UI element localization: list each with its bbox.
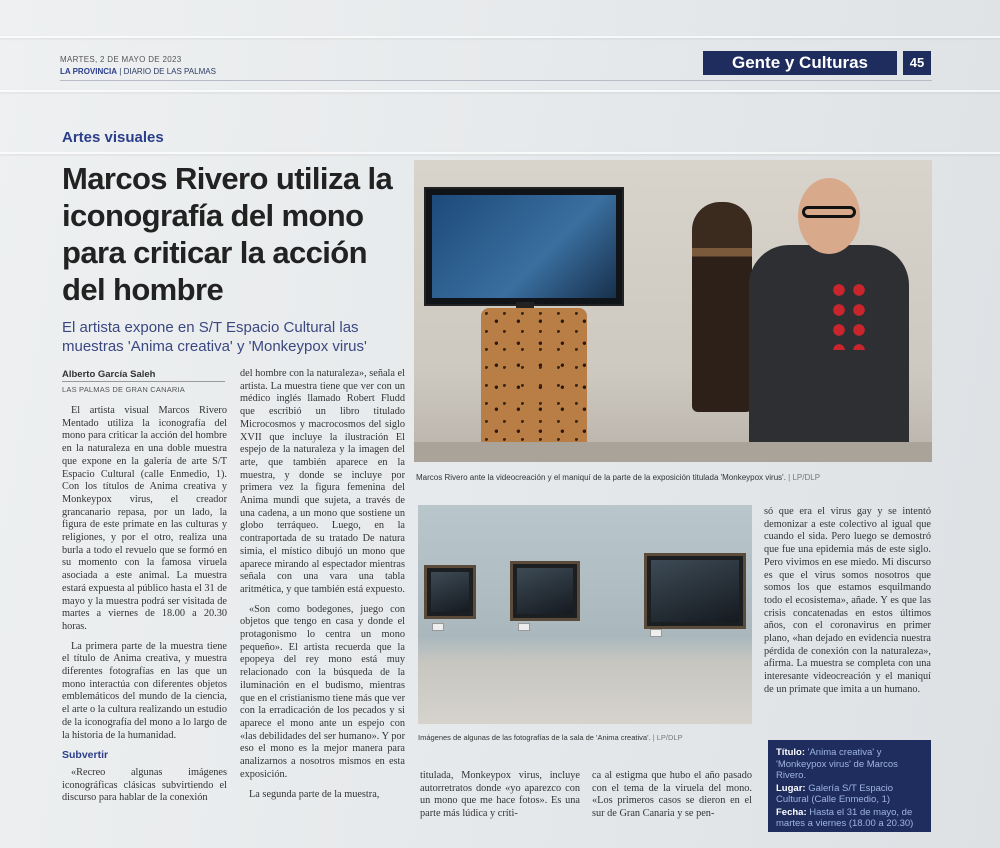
video-screen [424,187,624,306]
byline: Alberto García Saleh [62,369,156,380]
article-column-3 [420,770,580,828]
paper-fold [0,90,1000,92]
section-tag: Gente y Culturas [703,51,897,75]
paragraph: El artista visual Marcos Rivero Mentado utiliza la iconografía del mono para criticar la acción del hombre en la naturaleza en una doble muestra que expone en la galería de arte S/T Espacio Cultural (calle Enmedio, 1). Con los títulos de Anima creativa y Monkeypox virus, el creador grancanario repasa, por un lado, la figura de este primate en las culturas y religiones, y por el otro, realiza una burla a todo el revuelo que se formó en su momento con la famosa viruela asociada a este animal. La muestra estará expuesta al público hasta el 31 de mayo y la muestra podrá ser visitada de martes a viernes de 18.00 a 20.30 horas. [62,405,227,632]
paragraph: «Son como bodegones, juego con objetos que tengo en casa y donde el protagonismo lo centra un mono pequeño». El artista recuerda que la epopeya del rey mono está muy relacionado con la búsqueda de la iluminación en el budismo, mientras que en el cristianismo tiene más que ver con la erradicación de los pecados y si aparece el mono ante un espejo con «las debilidades del ser humano». Y por eso el mono es la mejor manera para analizarnos a nosotros mismos en esta exposición. [240,603,405,780]
paper-fold [0,152,1000,154]
paragraph: del hombre con la naturaleza», señala el artista. La muestra tiene que ver con un médico inglés llamado Robert Fludd que escribió un libro titulado Microcosmos y macrocosmos del siglo XVII que incluye la ilustración El espejo de la naturaleza y la imagen del arte, que también aparece en la muestra, y donde se incluye por primera vez la figura femenina del Anima mundi que sujeta, a través de una cadena, a un mono que sostiene un globo terráqueo. Luego, en la contraportada de su tratado De natura simia, el místico dibujó un mono que aparece mirando al espectador mientras señala con una vara una tabla aritmética, y que también está expuesto. [240,368,405,595]
artist-figure [749,245,909,462]
framed-photo [644,553,746,629]
rose-print [829,280,869,350]
masthead-publication [60,67,216,76]
paragraph: La primera parte de la muestra tiene el título de Anima creativa, y muestra diferentes fotografías en las que un mono interactúa con diferentes objetos emblemáticos del mundo de la ciencia, el arte o la cultura realizando un estudio de la iconografía del mono a lo largo de la historia de la humanidad. [62,640,227,741]
monkey-manikin [692,202,752,412]
publication-name: LA PROVINCIA [60,67,118,76]
publication-separator: | [119,67,122,76]
paper-name: DIARIO DE LAS PALMAS [123,67,216,76]
framed-photo [424,565,476,619]
info-date: Fecha: Hasta el 31 de mayo, de martes a viernes (18.00 a 20.30) [776,806,914,829]
photo-artist-exhibition [414,160,932,462]
wall-label [650,629,662,637]
article-column-5 [764,506,931,704]
paragraph: só que era el virus gay y se intentó demonizar a este colectivo al igual que cuando el sida. Pero luego se demostró que fue una epidemia más de este siglo. Pero vivimos en ese miedo. Mi discurso es que el virus somos nosotros que somos los que estamos esquilmando todo el ecosistema», añade. Y es que las crisis concatenadas en estos últimos años, con el coronavirus en primer plano, «han dejado en evidencia nuestra pérdida de conexión con la naturaleza», afirma. La muestra se completa con una interesante videocreación y el maniquí de un primate que imita a un humano. [764,506,931,695]
byline-rule [62,381,225,382]
photo-caption-1 [416,473,820,482]
photo-gallery-frames [418,505,752,724]
masthead-rule [60,80,932,81]
caption-text: Imágenes de algunas de las fotografías de la sala de 'Anima creativa'. [418,733,651,742]
section-subheading: Subvertir [62,749,109,762]
paper-fold [0,36,1000,38]
wall-label [518,623,530,631]
article-headline: Marcos Rivero utiliza la iconografía del mono para criticar la acción del hombre [62,161,393,307]
article-kicker: Artes visuales [62,129,164,146]
article-column-1 [62,405,227,812]
paragraph: titulada, Monkeypox virus, incluye autorretratos donde «yo aparezco con un mono que me hace fotos». Es una parte más lúdica y críti- [420,770,580,820]
page-number: 45 [903,51,931,75]
masthead-date: MARTES, 2 DE MAYO DE 2023 [60,55,182,64]
photo-caption-2 [418,733,683,742]
photo-credit: | LP/DLP [788,473,821,482]
photo-credit: | LP/DLP [652,733,683,742]
framed-photo [510,561,580,621]
info-box [768,740,931,832]
floor [414,442,932,462]
article-subhead: El artista expone en S/T Espacio Cultural las muestras 'Anima creativa' y 'Monkeypox virus' [62,319,367,355]
wall-label [432,623,444,631]
article-column-4 [592,770,752,828]
paragraph: «Recreo algunas imágenes iconográficas clásicas subvirtiendo el discurso para hablar de la conexión [62,766,227,804]
info-place: Lugar: Galería S/T Espacio Cultural (Calle Enmedio, 1) [776,782,894,805]
dateline: LAS PALMAS DE GRAN CANARIA [62,385,186,394]
paragraph: La segunda parte de la muestra, [249,788,380,800]
caption-text: Marcos Rivero ante la videocreación y el maniquí de la parte de la exposición titulada 'Monkeypox virus'. [416,473,786,482]
info-title: Título: 'Anima creativa' y 'Monkeypox virus' de Marcos Rivero. [776,747,898,781]
article-column-2 [240,368,405,808]
paragraph: ca al estigma que hubo el año pasado con el tema de la viruela del mono. «Los primeros casos se dieron en el sur de Gran Canaria y se pen- [592,770,752,820]
leopard-cloth [481,308,587,458]
glasses [802,206,856,218]
